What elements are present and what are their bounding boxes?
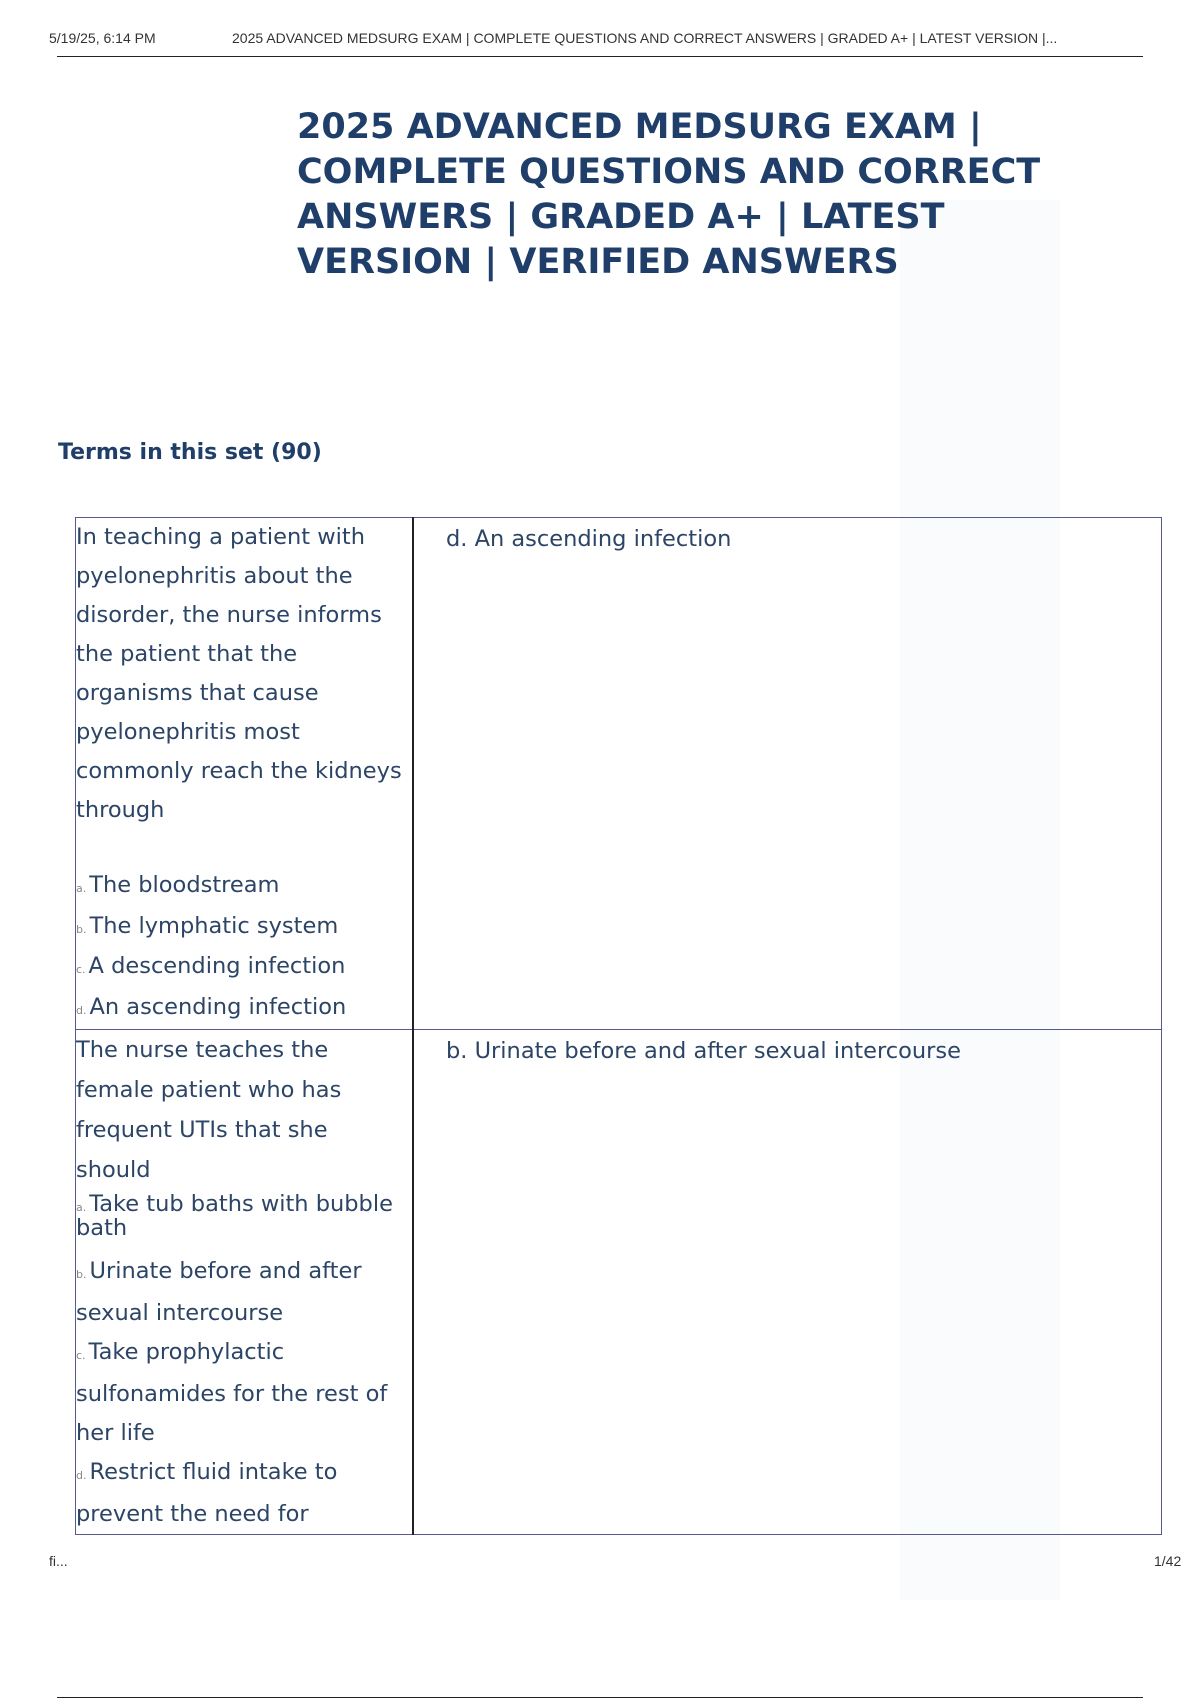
option-item: a. Take tub baths with bubble bath: [76, 1191, 393, 1241]
footer-divider: [57, 1697, 1143, 1698]
flashcard-row: [76, 1030, 1162, 1535]
options-list: [76, 867, 412, 1029]
option-item: b. Urinate before and after sexual intercourse: [76, 1258, 362, 1326]
option-item: b. The lymphatic system: [76, 912, 339, 939]
options-list: [76, 1190, 412, 1534]
option-item: a. The bloodstream: [76, 872, 280, 898]
print-footer-url: fi...: [49, 1553, 68, 1569]
header-divider: [57, 56, 1143, 57]
question-cell: [76, 518, 414, 1030]
page-number: 1/42: [1154, 1553, 1182, 1569]
flashcard-row: [76, 518, 1162, 1030]
question-text: In teaching a patient with pyelonephritis about the disorder, the nurse informs the patient that the organisms that cause pyelonephritis most commonly reach the kidneys through: [76, 524, 402, 823]
print-datetime: 5/19/25, 6:14 PM: [49, 30, 156, 46]
option-item: c. Take prophylactic sulfonamides for the rest of her life: [76, 1339, 388, 1446]
option-item: c. A descending infection: [76, 953, 346, 979]
print-header-title: 2025 ADVANCED MEDSURG EXAM | COMPLETE QUESTIONS AND CORRECT ANSWERS | GRADED A+ | LATEST VERSION |...: [232, 30, 1058, 46]
document-title: 2025 ADVANCED MEDSURG EXAM | COMPLETE QUESTIONS AND CORRECT ANSWERS | GRADED A+ | LATEST VERSION | VERIFIED ANSWERS: [297, 107, 1041, 282]
flashcard-table: [75, 517, 1162, 1535]
option-item: d. Restrict fluid intake to prevent the need for: [76, 1459, 338, 1527]
terms-count-heading: Terms in this set (90): [58, 440, 322, 465]
answer-text: d. An ascending infection: [446, 526, 732, 552]
option-item: d. An ascending infection: [76, 993, 347, 1020]
question-cell: [76, 1030, 414, 1535]
answer-cell: [413, 1030, 1162, 1535]
question-text: The nurse teaches the female patient who has frequent UTIs that she should: [76, 1037, 342, 1183]
answer-text: b. Urinate before and after sexual intercourse: [446, 1038, 961, 1064]
answer-cell: [413, 518, 1162, 1030]
